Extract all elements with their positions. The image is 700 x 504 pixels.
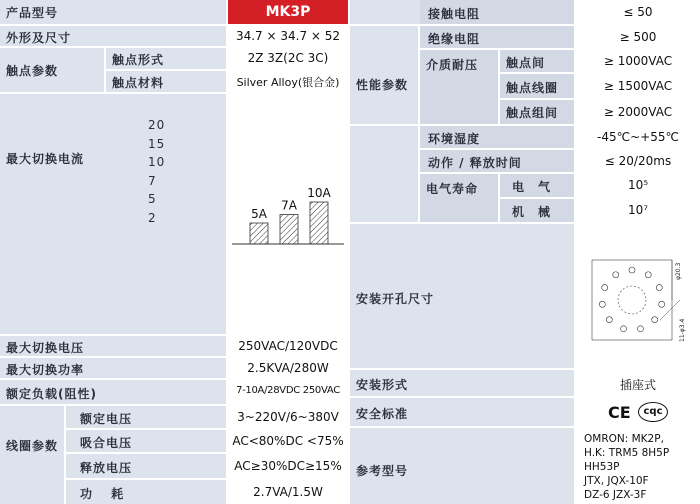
performance-cell: [350, 26, 418, 124]
ref-line: H.K: TRM5 8H5P: [584, 447, 670, 459]
contact-form-value: 2Z 3Z(2C 3C): [247, 51, 329, 65]
release-voltage-value-cell: [228, 454, 348, 478]
insulation-value: ≥ 500: [619, 30, 657, 44]
pin-hole: [599, 301, 605, 307]
pickup-voltage-value-cell: [228, 430, 348, 452]
rated-voltage-value-cell: [228, 406, 348, 428]
between-contacts-label: 触点间: [506, 56, 546, 70]
temp-humidity-label: 环境湿度: [428, 132, 481, 146]
current-tick: 15: [148, 136, 166, 151]
rated-load-value-cell: [228, 380, 348, 404]
dim-b-text: 11-φ3.4: [679, 318, 686, 342]
center-hole: [618, 286, 646, 314]
ref-model-lines: [584, 432, 669, 502]
dielectric-label: 介质耐压: [426, 58, 479, 72]
socket-outline: [592, 260, 672, 340]
temp-humidity-value-cell: [576, 126, 700, 148]
rated-load-value: 7-10A/28VDC 250VAC: [236, 385, 340, 396]
action-time-value: ≤ 20/20ms: [604, 154, 672, 168]
electrical-label: 电 气: [512, 180, 552, 194]
ref-model-label: 参考型号: [356, 464, 409, 478]
current-tick: 7: [148, 173, 157, 188]
cqc-mark: cqc: [638, 402, 668, 422]
pin-hole: [656, 285, 662, 291]
max-power-label: 最大切换功率: [6, 363, 85, 377]
mounting-hole-label: 安装开孔尺寸: [356, 292, 435, 306]
model-value: MK3P: [228, 0, 348, 24]
pickup-voltage-value: AC<80%DC <75%: [232, 434, 344, 448]
contact-coil-label: 触点线圈: [506, 81, 559, 95]
mechanical-value-cell: [576, 199, 700, 222]
bar-label: 10A: [307, 186, 331, 200]
safety-label: 安全标准: [356, 407, 409, 421]
bar-label: 5A: [251, 207, 267, 221]
current-tick: 10: [148, 155, 166, 170]
current-bar-chart: [228, 94, 348, 334]
mechanical-label: 机 械: [512, 205, 552, 219]
coil-params-label: 线圈参数: [6, 439, 59, 453]
bar-7A: [280, 215, 298, 244]
performance-lower-cell: [350, 126, 418, 222]
electrical-value: 10⁵: [627, 178, 649, 192]
socket-hole-diagram: [576, 224, 700, 368]
between-contacts-value: ≥ 1000VAC: [603, 54, 673, 68]
max-voltage-label: 最大切换电压: [6, 341, 85, 355]
rated-voltage-label: 额定电压: [80, 412, 133, 426]
dim-line-b: [660, 300, 680, 320]
contact-groups-label: 触点组间: [506, 106, 559, 120]
contact-resistance-label: 接触电阻: [428, 7, 481, 21]
contact-groups-value-cell: [576, 100, 700, 124]
ce-mark: CE: [608, 403, 631, 422]
contact-coil-value: ≥ 1500VAC: [603, 79, 673, 93]
model-label: 产品型号: [6, 6, 59, 20]
bar-10A: [310, 202, 328, 244]
rated-load-label: 额定负载(阻性): [6, 387, 97, 401]
pin-hole: [659, 301, 665, 307]
ref-line: HH53P: [584, 461, 620, 473]
bar-label: 7A: [281, 198, 297, 213]
contact-groups-value: ≥ 2000VAC: [603, 105, 673, 119]
temp-humidity-value: -45℃~+55℃: [597, 130, 679, 144]
pickup-voltage-label: 吸合电压: [80, 436, 133, 450]
pin-hole: [621, 326, 627, 332]
max-current-cell: [0, 94, 226, 334]
mount-type-label: 安装形式: [356, 378, 409, 392]
contact-resistance-value-cell: [576, 0, 700, 24]
pin-hole: [637, 326, 643, 332]
dims-value-cell: [228, 26, 348, 46]
release-voltage-value: AC≥30%DC≥15%: [234, 459, 342, 473]
pin-hole: [652, 317, 658, 323]
coil-params-cell: [0, 406, 64, 504]
contact-material-value-cell: [228, 71, 348, 92]
insulation-value-cell: [576, 26, 700, 48]
bar-5A: [250, 223, 268, 244]
max-voltage-value: 250VAC/120VDC: [238, 339, 338, 353]
contact-resistance-value: ≤ 50: [623, 5, 653, 19]
current-tick-list: [148, 116, 168, 228]
action-time-label: 动作 / 释放时间: [428, 156, 522, 170]
pin-hole: [645, 272, 651, 278]
safety-value-cell: [576, 398, 700, 426]
contact-coil-value-cell: [576, 74, 700, 98]
pin-hole: [629, 267, 635, 273]
electrical-value-cell: [576, 174, 700, 197]
contact-form-label: 触点形式: [112, 53, 165, 67]
mounting-diagram-cell: [576, 224, 700, 368]
contact-params-label: 触点参数: [6, 64, 59, 78]
power-label: 功 耗: [80, 487, 125, 501]
release-voltage-label: 释放电压: [80, 461, 133, 475]
pin-hole: [613, 272, 619, 278]
mount-type-value: 插座式: [619, 378, 656, 392]
dims-value: 34.7 × 34.7 × 52: [235, 29, 341, 43]
power-value-cell: [228, 480, 348, 504]
pin-hole: [602, 285, 608, 291]
between-contacts-value-cell: [576, 50, 700, 72]
current-tick: 20: [148, 118, 166, 132]
max-voltage-value-cell: [228, 336, 348, 356]
ref-line: OMRON: MK2P,: [584, 433, 664, 445]
dims-label: 外形及尺寸: [6, 31, 72, 45]
contact-material-value: Silver Alloy(银合金): [236, 76, 340, 89]
ref-model-value-cell: [576, 428, 700, 504]
pin-holes: [599, 267, 664, 332]
insulation-label: 绝缘电阻: [428, 32, 481, 46]
dim-a-text: φ20.3: [675, 262, 682, 280]
ref-line: DZ-6 JZX-3F: [584, 489, 647, 501]
mount-type-value-cell: [576, 370, 700, 396]
current-chart-cell: [228, 94, 348, 334]
power-value: 2.7VA/1.5W: [253, 485, 323, 499]
max-power-value-cell: [228, 358, 348, 378]
max-current-label: 最大切换电流: [6, 152, 85, 166]
current-tick: 2: [148, 210, 157, 225]
pin-hole: [606, 317, 612, 323]
life-label: 电气寿命: [426, 182, 479, 196]
performance-label: 性能参数: [356, 78, 409, 92]
contact-form-value-cell: [228, 48, 348, 69]
rated-voltage-value: 3~220V/6~380V: [237, 410, 339, 424]
ref-line: JTX, JQX-10F: [584, 475, 649, 487]
current-tick: 5: [148, 192, 157, 207]
contact-material-label: 触点材料: [112, 76, 165, 90]
max-power-value: 2.5KVA/280W: [247, 361, 329, 375]
action-time-value-cell: [576, 150, 700, 172]
mechanical-value: 10⁷: [627, 203, 649, 217]
